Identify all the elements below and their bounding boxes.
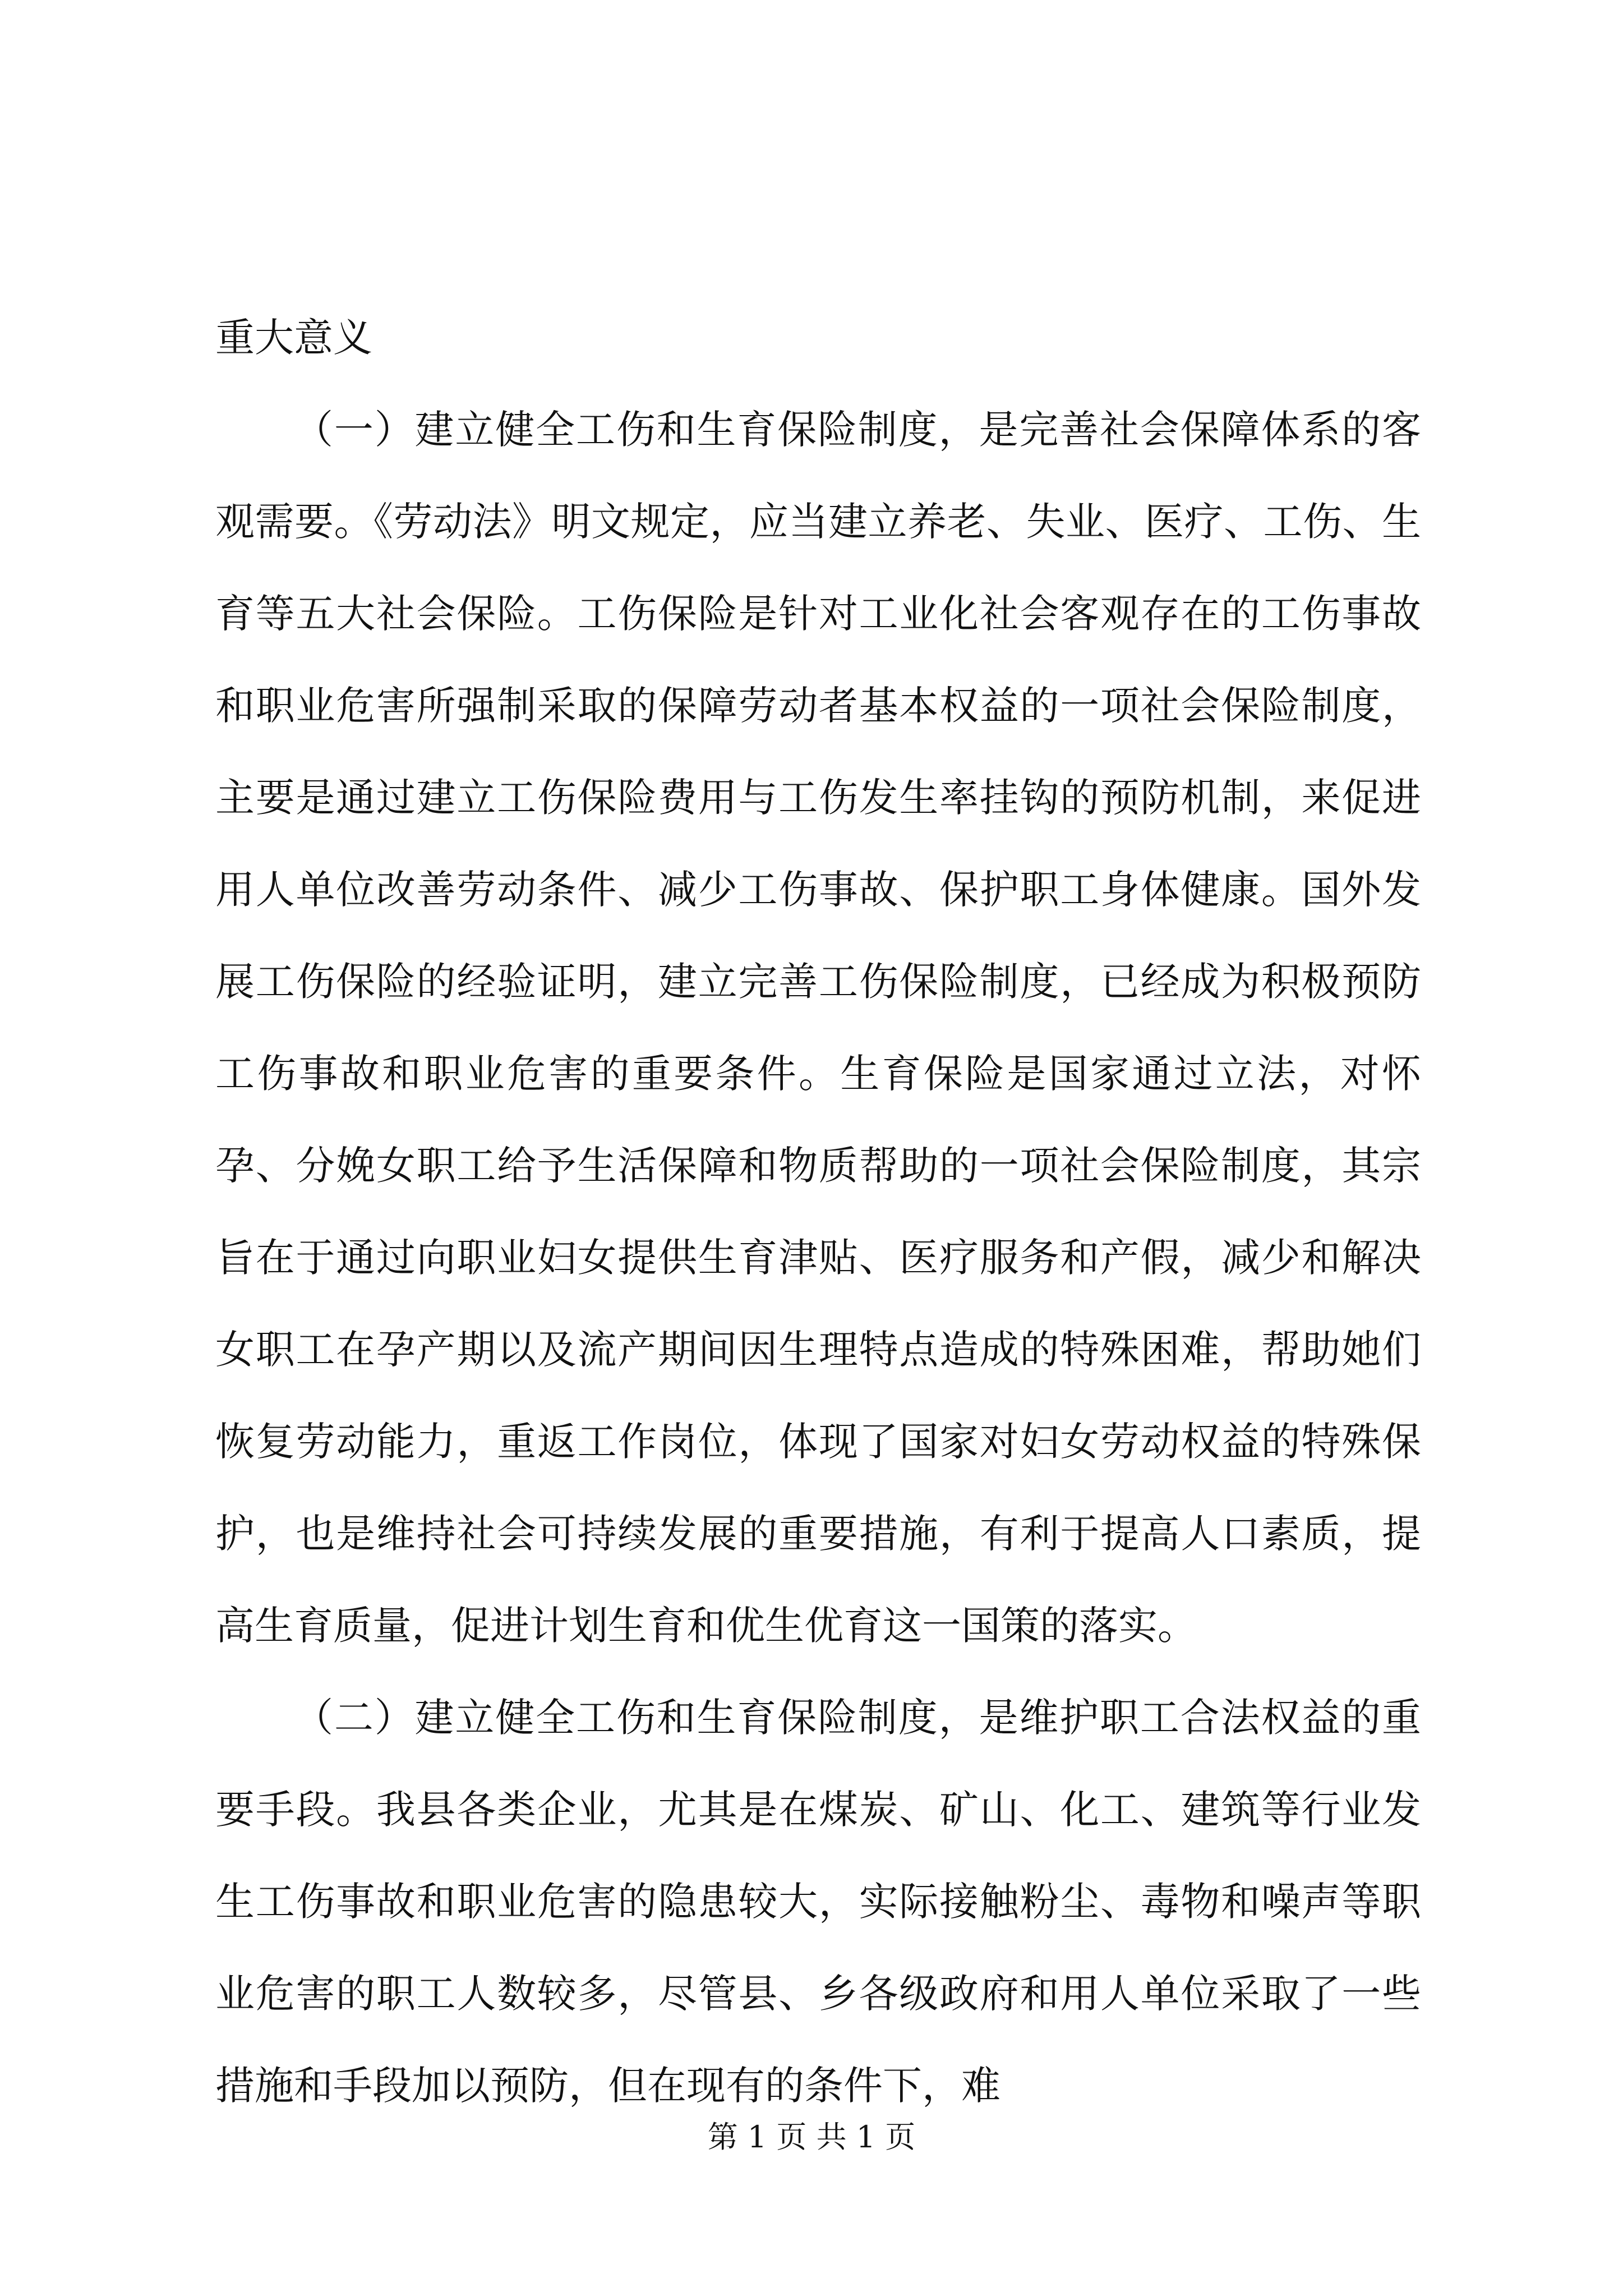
section-heading: 重大意义 xyxy=(215,315,372,361)
document-body xyxy=(215,292,1421,2132)
paragraph-1: （一）建立健全工伤和生育保险制度，是完善社会保障体系的客观需要。《劳动法》明文规定，应当建立养老、失业、医疗、工伤、生育等五大社会保险。工伤保险是针对工业化社会客观存在的工伤事故和职业危害所强制采取的保障劳动者基本权益的一项社会保险制度，主要是通过建立工伤保险费用与工伤发生率挂钩的预防机制，来促进用人单位改善劳动条件、减少工伤事故、保护职工身体健康。国外发展工伤保险的经验证明，建立完善工伤保险制度，已经成为积极预防工伤事故和职业危害的重要条件。生育保险是国家通过立法，对怀孕、分娩女职工给予生活保障和物质帮助的一项社会保险制度，其宗旨在于通过向职业妇女提供生育津贴、医疗服务和产假，减少和解决女职工在孕产期以及流产期间因生理特点造成的特殊困难，帮助她们恢复劳动能力，重返工作岗位，体现了国家对妇女劳动权益的特殊保护，也是维持社会可持续发展的重要措施，有利于提高人口素质，提高生育质量，促进计划生育和优生优育这一国策的落实。 xyxy=(215,407,1421,1649)
page-footer: 第 1 页 共 1 页 xyxy=(707,2119,916,2155)
paragraph-2: （二）建立健全工伤和生育保险制度，是维护职工合法权益的重要手段。我县各类企业，尤其是在煤炭、矿山、化工、建筑等行业发生工伤事故和职业危害的隐患较大，实际接触粉尘、毒物和噪声等职业危害的职工人数较多，尽管县、乡各级政府和用人单位采取了一些措施和手段加以预防，但在现有的条件下，难 xyxy=(215,1695,1421,2109)
